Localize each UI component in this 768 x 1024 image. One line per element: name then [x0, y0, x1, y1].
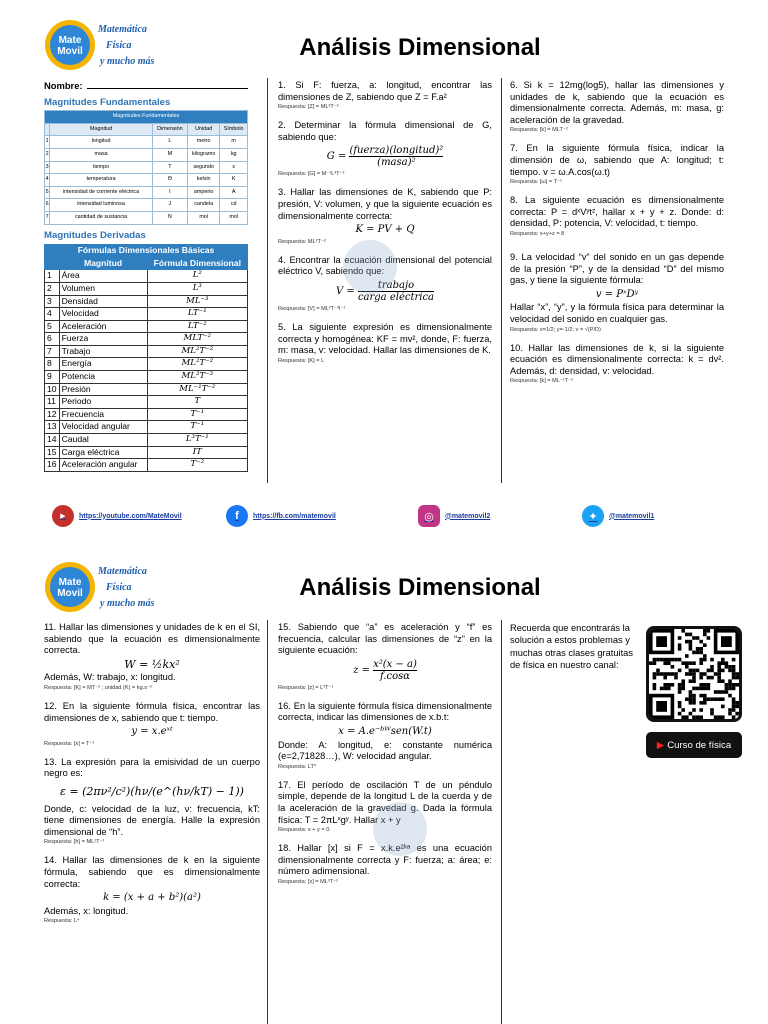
facebook-url[interactable]: https://fb.com/matemovil [253, 512, 336, 520]
problem-text: 18. Hallar [x] si F = x.k.e²ᵏᵃ es una ecuación dimensionalmente correcta y F: fuerza; a: área; e: número adimensional. [278, 843, 492, 877]
numerator: trabajo [358, 280, 434, 292]
table-cell: T [152, 161, 187, 174]
problem-text: 1. Si F: fuerza, a: longitud, encontrar las dimensiones de Z, sabiendo que Z = F.a² [278, 80, 492, 102]
table-cell: J [152, 199, 187, 212]
table-cell: 4 [45, 174, 50, 187]
table-cell: cd [220, 199, 248, 212]
problem-9 [510, 252, 724, 334]
numerator: x²(x − a) [373, 658, 417, 670]
table-cell: 1 [45, 270, 60, 283]
table-cell: 12 [45, 408, 60, 421]
table-cell: 1 [45, 136, 50, 149]
table-cell: Aceleración [59, 320, 147, 333]
table-row [45, 371, 248, 384]
table-cell: intensidad de corriente eléctrica [50, 186, 152, 199]
svg-text:Mate: Mate [58, 577, 82, 588]
table-row [45, 434, 248, 447]
table-cell: kilogramo [187, 148, 219, 161]
table-row [45, 199, 248, 212]
fund-heading: Magnitudes Fundamentales [44, 96, 171, 108]
table-row [45, 211, 248, 224]
denominator: carga eléctrica [357, 291, 435, 303]
table-cell: metro [187, 136, 219, 149]
fund-table-title: Magnitudes Fundamentales [45, 111, 248, 124]
qr-code-icon[interactable] [646, 626, 742, 722]
problem-text: 14. Hallar las dimensiones de k en la siguiente fórmula, sabiendo que es dimensionalmente correcta: [44, 855, 260, 889]
facebook-icon: f [226, 505, 248, 527]
answer: Respuesta: [h] = ML²T⁻¹ [44, 839, 105, 846]
table-row [45, 396, 248, 409]
table-cell: ML²T⁻² [147, 345, 247, 358]
problem-text: 17. El período de oscilación T de un péndulo simple, depende de la longitud L de la cuerda y de la aceleración de la gravedad g. Dada la fórmula física: T = 2πLˣgʸ. Hallar x + y [278, 779, 492, 825]
equation: ε = (2πν²/c²)(hν/(e^(hν/kT) − 1)) [60, 784, 244, 798]
derived-table [44, 244, 248, 472]
table-row [45, 161, 248, 174]
answer: Respuesta: [x] = ML³T⁻² [278, 878, 338, 885]
page-title: Análisis Dimensional [299, 574, 541, 601]
problem-text: 12. En la siguiente fórmula física, encontrar las dimensiones de x, sabiendo que t: tiempo. [44, 700, 260, 723]
table-cell: 8 [45, 358, 60, 371]
answer: Respuesta: [ω] = T⁻¹ [510, 179, 562, 186]
answer: Respuesta: x + y = 0. [278, 827, 331, 834]
table-cell: 2 [45, 148, 50, 161]
table-row [45, 345, 248, 358]
left-column [44, 622, 260, 934]
svg-text:Física: Física [106, 40, 132, 51]
problem-1 [278, 80, 492, 111]
table-row [45, 148, 248, 161]
equation: v = PˣDʸ [595, 288, 639, 300]
answer: Respuesta: [k] = ML⁻¹T⁻² [510, 378, 573, 385]
svg-text:y mucho más: y mucho más [100, 56, 155, 67]
table-cell: Velocidad angular [59, 421, 147, 434]
table-cell: K [220, 174, 248, 187]
table-cell: 15 [45, 446, 60, 459]
table-cell: Periodo [59, 396, 147, 409]
answer: Respuesta: L⁴ [44, 918, 80, 925]
table-row [45, 136, 248, 149]
left-column [44, 80, 248, 472]
fund-col-header: Magnitud [50, 123, 152, 136]
table-cell: 6 [45, 199, 50, 212]
der-col-header: Magnitud [59, 257, 147, 270]
twitter-handle[interactable]: @matemovil1 [609, 512, 655, 520]
column-divider [267, 620, 268, 1024]
table-row [45, 282, 248, 295]
table-cell: M [152, 148, 187, 161]
table-cell: Energía [59, 358, 147, 371]
watermark-icon [373, 802, 427, 856]
name-line [44, 80, 248, 92]
svg-text:Mate: Mate [58, 35, 82, 46]
table-cell: L³ [147, 282, 247, 295]
promo-text: Recuerda que encontrarás la solución a estos problemas y muchas otras clases gratuitas de física en nuestro canal: [510, 623, 633, 671]
fund-col-header: Símbolo [220, 123, 248, 136]
problem-text: Donde: A: longitud, e: constante numérica (e=2,71828…), W: velocidad angular. [278, 739, 492, 762]
der-col-header: Fórmula Dimensional [147, 257, 247, 270]
answer: Respuesta: ML²T⁻² [278, 238, 326, 245]
column-divider [501, 78, 502, 483]
problem-12 [44, 701, 260, 748]
table-cell: kelvin [187, 174, 219, 187]
table-cell: 7 [45, 345, 60, 358]
problem-text: 16. En la siguiente fórmula física dimensionalmente correcta, indicar las dimensiones de x.b.t: [278, 700, 492, 723]
table-cell: Aceleración angular [59, 459, 147, 472]
play-icon: ▶ [656, 739, 665, 751]
table-cell: ML²T⁻² [147, 358, 247, 371]
table-cell: N [152, 211, 187, 224]
table-cell: Presión [59, 383, 147, 396]
problem-8 [510, 195, 724, 238]
problem-6 [510, 80, 724, 134]
answer: Respuesta: [V] = ML²T⁻³I⁻¹ [278, 305, 346, 312]
denominator: f.cosα [379, 670, 411, 682]
table-cell: ML²T⁻³ [147, 371, 247, 384]
fraction [373, 659, 417, 682]
table-cell: kg [220, 148, 248, 161]
table-cell: T⁻¹ [147, 408, 247, 421]
eq-lhs: z = [353, 664, 370, 676]
eq-lhs: V = [335, 285, 355, 297]
numerator: (fuerza)(longitud)² [349, 145, 444, 157]
table-cell: LT⁻² [147, 320, 247, 333]
problem-text: Además, W: trabajo, x: longitud. [44, 672, 176, 683]
table-cell: Fuerza [59, 333, 147, 346]
problem-text: 5. La siguiente expresión es dimensionalmente correcta y homogénea: KF = mv², donde, F: fuerza, m: masa, v: velocidad. Hallar las dimensiones de K. [278, 321, 492, 356]
fund-table-header [45, 123, 248, 136]
table-cell: m [220, 136, 248, 149]
svg-text:Física: Física [106, 582, 132, 593]
fundamental-table [44, 110, 248, 224]
answer: Respuesta: x=1/2; y=-1/2; v = √(P/D) [510, 326, 601, 333]
table-cell: T⁻¹ [147, 421, 247, 434]
curso-label: Curso de física [667, 739, 732, 751]
table-cell: amperio [187, 186, 219, 199]
table-cell: Potencia [59, 371, 147, 384]
table-cell: s [220, 161, 248, 174]
youtube-icon: ▶ [52, 505, 74, 527]
table-cell: mol [220, 211, 248, 224]
table-cell: candela [187, 199, 219, 212]
fund-col-header: Unidad [187, 123, 219, 136]
problem-7 [510, 143, 724, 186]
table-cell: Densidad [59, 295, 147, 308]
table-cell: tiempo [50, 161, 152, 174]
answer: Respuesta: [k] = MLT⁻² [510, 127, 568, 134]
problem-text: Donde, c: velocidad de la luz, ν: frecuencia, kT: tiene dimensiones de energía. Halle la expresión dimensional de “h”. [44, 803, 260, 837]
fraction [349, 145, 443, 168]
problem-14 [44, 855, 260, 925]
problem-13 [44, 757, 260, 847]
matemovil-logo [44, 560, 172, 614]
problem-5 [278, 322, 492, 365]
table-cell: L³T⁻¹ [147, 434, 247, 447]
problem-text: 2. Determinar la fórmula dimensional de G, sabiendo que: [278, 120, 492, 142]
answer: Respuesta: [K] = L [278, 357, 325, 364]
table-cell: 5 [45, 186, 50, 199]
table-row [45, 320, 248, 333]
table-row [45, 174, 248, 187]
table-row [45, 446, 248, 459]
table-cell: Volumen [59, 282, 147, 295]
table-cell: I [152, 186, 187, 199]
equation [278, 145, 492, 168]
table-cell: T⁻² [147, 459, 247, 472]
problem-text: 7. En la siguiente fórmula física, indicar la dimensión de ω, sabiendo que A: longitud; t: tiempo. v = ω.A.cos(ω.t) [510, 143, 724, 177]
table-cell: ML⁻³ [147, 295, 247, 308]
table-cell: LT⁻¹ [147, 308, 247, 321]
problem-16 [278, 701, 492, 771]
fund-col-header: Dimensión [152, 123, 187, 136]
problem-2 [278, 120, 492, 178]
problem-10 [510, 343, 724, 386]
table-cell: 13 [45, 421, 60, 434]
table-row [45, 358, 248, 371]
table-cell: 9 [45, 371, 60, 384]
table-row [45, 295, 248, 308]
svg-text:y mucho más: y mucho más [100, 598, 155, 609]
column-divider [267, 78, 268, 483]
equation [278, 659, 492, 682]
table-cell: MLT⁻² [147, 333, 247, 346]
answer: Respuesta: [G] = M⁻¹L³T⁻² [278, 171, 345, 178]
table-row [45, 408, 248, 421]
eq-lhs: G = [326, 151, 347, 163]
table-cell: Θ [152, 174, 187, 187]
denominator: (masa)² [377, 157, 416, 169]
table-cell: ML⁻¹T⁻² [147, 383, 247, 396]
table-cell: IT [147, 446, 247, 459]
table-cell: longitud [50, 136, 152, 149]
answer: Respuesta: [K] = MT⁻² ; unidad (K) = kg.s⁻² [44, 684, 152, 691]
table-row [45, 421, 248, 434]
table-row [45, 308, 248, 321]
problem-text: 6. Si k = 12mg(log5), hallar las dimensiones y unidades de k, sabiendo que la ecuación es dimensionalmente correcta. Además, m: masa, g: aceleración de la gravedad. [510, 80, 724, 125]
problem-text: 8. La siguiente ecuación es dimensionalmente correcta: P = dˣVʸtᶻ, hallar x + y + z. Donde: d: densidad, P: potencia, V: velocidad, t: tiempo. [510, 195, 724, 229]
table-cell: 11 [45, 396, 60, 409]
instagram-handle[interactable]: @matemovil2 [445, 512, 491, 520]
table-cell: 6 [45, 333, 60, 346]
der-col-index [45, 257, 60, 270]
table-row [45, 333, 248, 346]
table-cell: Carga eléctrica [59, 446, 147, 459]
instagram-icon: ◎ [418, 505, 440, 527]
equation: k = (x + a + b²)(a²) [103, 892, 201, 904]
table-cell: segundo [187, 161, 219, 174]
problem-text: 13. La expresión para la emisividad de un cuerpo negro es: [44, 756, 260, 779]
table-cell: intensidad luminosa [50, 199, 152, 212]
table-cell: 7 [45, 211, 50, 224]
table-row [45, 383, 248, 396]
table-cell: temperatura [50, 174, 152, 187]
name-label: Nombre: [44, 80, 83, 91]
table-row [45, 270, 248, 283]
table-cell: mol [187, 211, 219, 224]
answer: Respuesta: [Z] = ML³T⁻² [278, 104, 339, 111]
equation: W = ½kx² [124, 657, 180, 671]
table-cell: Trabajo [59, 345, 147, 358]
problem-text: Hallar “x”, “y”, y la fórmula física para determinar la velocidad del sonido en cualquier gas. [510, 302, 724, 324]
table-cell: masa [50, 148, 152, 161]
table-cell: T [147, 396, 247, 409]
table-cell: Velocidad [59, 308, 147, 321]
table-cell: 2 [45, 282, 60, 295]
answer: Respuesta: LT⁰ [278, 763, 317, 770]
table-row [45, 186, 248, 199]
table-cell: 4 [45, 308, 60, 321]
worksheet-page-2 [0, 512, 768, 1024]
curso-fisica-button[interactable] [646, 732, 742, 758]
problem-text: 4. Encontrar la ecuación dimensional del potencial eléctrico V, sabiendo que: [278, 254, 492, 277]
watermark-icon [343, 240, 397, 294]
page-title: Análisis Dimensional [299, 34, 541, 61]
table-cell: L [152, 136, 187, 149]
equation: x = A.e⁻ᵇᵂsen(W.t) [338, 725, 432, 737]
svg-text:Movil: Movil [57, 588, 83, 599]
answer: Respuesta: x+y+z = 8 [510, 230, 565, 237]
problem-text: 11. Hallar las dimensiones y unidades de k en el SI, sabiendo que la ecuación es dimensionalmente correcta. [44, 622, 260, 656]
table-cell: 16 [45, 459, 60, 472]
der-heading: Magnitudes Derivadas [44, 229, 146, 241]
der-table-header [45, 257, 248, 270]
der-table-title: Fórmulas Dimensionales Básicas [45, 245, 248, 258]
problem-3 [278, 187, 492, 245]
svg-text:Matemática: Matemática [98, 566, 147, 577]
youtube-url[interactable]: https://youtube.com/MateMovil [79, 512, 182, 520]
table-cell: 3 [45, 161, 50, 174]
problem-text: 10. Hallar las dimensiones de k, si la siguiente ecuación es dimensionalmente correcta: k = dv². Además, d: densidad, v: velocidad. [510, 342, 724, 376]
table-cell: L² [147, 270, 247, 283]
problem-11 [44, 622, 260, 692]
right-column [510, 80, 724, 394]
column-divider [501, 620, 502, 1024]
table-cell: 10 [45, 383, 60, 396]
matemovil-logo [44, 18, 172, 72]
table-cell: 3 [45, 295, 60, 308]
equation: y = x.eˣᵗ [131, 726, 173, 738]
middle-column [278, 80, 492, 374]
problem-text: 3. Hallar las dimensiones de K, sabiendo que P: presión, V: volumen, y que la siguiente ecuación es dimensionalmente correcta: [278, 187, 492, 221]
table-cell: Caudal [59, 434, 147, 447]
table-row [45, 459, 248, 472]
table-cell: Frecuencia [59, 408, 147, 421]
svg-text:Movil: Movil [57, 46, 83, 57]
middle-column [278, 622, 492, 895]
answer: Respuesta: [z] = L³T⁻¹ [278, 684, 334, 691]
problem-15 [278, 622, 492, 692]
table-cell: Área [59, 270, 147, 283]
svg-text:Matemática: Matemática [98, 24, 147, 35]
der-table-body [45, 270, 248, 472]
fund-table-body [45, 136, 248, 224]
problem-text: 15. Sabiendo que “a” es aceleración y “f” es frecuencia, calcular las dimensiones de “z” en la siguiente ecuación: [278, 622, 492, 656]
table-cell: A [220, 186, 248, 199]
problem-text: 9. La velocidad “v” del sonido en un gas depende de la presión “P”, y de la densidad “D” del mismo gas, y tiene la siguiente fórmula: [510, 251, 724, 286]
table-cell: 5 [45, 320, 60, 333]
name-input[interactable] [87, 80, 248, 89]
answer: Respuesta: [x] = T⁻¹ [44, 740, 95, 747]
table-cell: 14 [45, 434, 60, 447]
twitter-icon: ✦ [582, 505, 604, 527]
equation: K = PV + Q [355, 224, 415, 236]
problem-text: Además, x: longitud. [44, 905, 129, 916]
table-cell: cantidad de sustancia [50, 211, 152, 224]
